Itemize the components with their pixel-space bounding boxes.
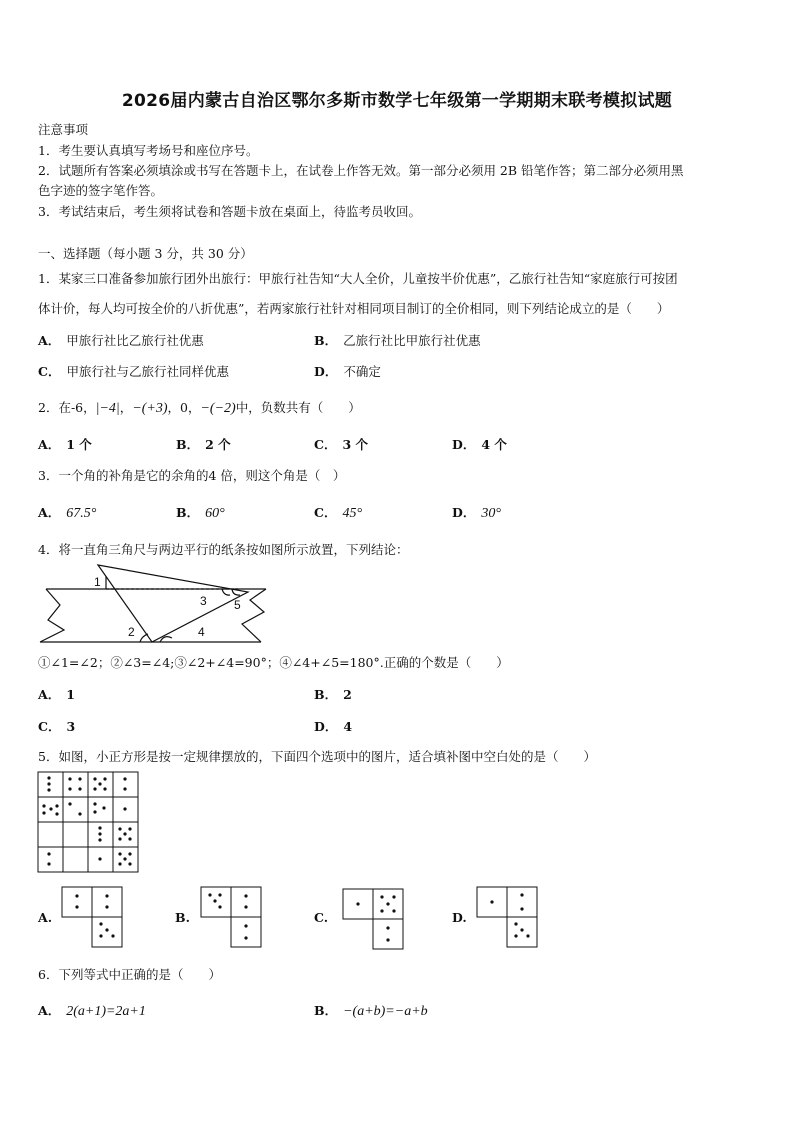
q6-stem: 6．下列等式中正确的是（ ） [38,967,221,982]
q4-conclusions: ①∠1=∠2；②∠3=∠4;③∠2+∠4=90°；④∠4+∠5=180°.正确的个数是（ ） [38,655,509,670]
q4-option-a: A． 1 [38,687,75,702]
q4-option-b: B． 2 [314,687,352,702]
q2-option-c: C． 3 个 [314,437,369,452]
q5-option-d-letter: D. [452,910,467,925]
q4-option-d: D． 4 [314,719,353,734]
q3-option-c: C． 45° [314,505,363,521]
q5-stem: 5．如图，小正方形是按一定规律摆放的，下面四个选项中的图片，适合填补图中空白处的是（ ） [38,749,596,764]
q5-option-b-figure [200,886,262,948]
angle-label-2: 2 [128,625,135,639]
q4-figure [36,562,276,652]
q2-option-b: B． 2 个 [176,437,231,452]
triangle-ruler [98,565,248,642]
q6-option-b: B． −(a+b)=−a+b [314,1003,428,1019]
q1-option-a: A． 甲旅行社比乙旅行社优惠 [38,333,204,348]
page-title: 2026届内蒙古自治区鄂尔多斯市数学七年级第一学期期末联考模拟试题 [121,91,673,111]
angle-label-1: 1 [94,575,101,589]
notice-heading: 注意事项 [38,122,89,137]
q1-option-b: B． 乙旅行社比甲旅行社优惠 [314,333,481,348]
q2-option-a: A． 1 个 [38,437,92,452]
angle-label-3: 3 [200,594,207,608]
q6-option-a: A． 2(a+1)=2a+1 [38,1003,146,1019]
q5-option-d-figure [476,886,538,948]
strip-left-end [40,589,64,642]
q4-option-c: C． 3 [38,719,76,734]
notice-item-1: 1．考生要认真填写考场号和座位序号。 [38,143,259,158]
q3-stem: 3．一个角的补角是它的余角的4 倍，则这个角是（ ） [38,468,346,483]
q5-option-c-figure [342,888,404,950]
q2-option-d: D． 4 个 [452,437,507,452]
q1-stem-line1: 1．某家三口准备参加旅行团外出旅行：甲旅行社告知“大人全价，儿童按半价优惠”，乙旅行社告知“家庭旅行可按团 [38,271,678,286]
q3-option-d: D． 30° [452,505,501,521]
q5-option-a-letter: A. [38,910,53,925]
q3-option-b: B． 60° [176,505,225,521]
q5-option-a-figure [61,886,123,948]
q3-option-a: A． 67.5° [38,505,97,521]
strip-right-end [242,589,266,642]
q5-grid-figure [37,771,139,873]
q1-stem-line2: 体计价，每人均可按全价的八折优惠”，若两家旅行社针对相同项目制订的全价相同，则下列结论成立的是（ ） [38,301,670,316]
angle-label-5: 5 [234,598,241,612]
q2-stem: 2．在-6，|−4|，−(+3)，0，−(−2)中，负数共有（ ） [38,400,361,416]
notice-item-3: 3．考试结束后，考生须将试卷和答题卡放在桌面上，待监考员收回。 [38,204,421,219]
q1-option-c: C． 甲旅行社与乙旅行社同样优惠 [38,364,229,379]
notice-item-2: 2．试题所有答案必须填涂或书写在答题卡上，在试卷上作答无效。第一部分必须用 2B 铅笔作答；第二部分必须用黑 [38,163,684,178]
q4-stem: 4．将一直角三角尺与两边平行的纸条按如图所示放置，下列结论： [38,542,409,557]
section-heading: 一、选择题（每小题 3 分，共 30 分） [38,246,253,261]
q1-option-d: D． 不确定 [314,364,381,379]
angle-label-4: 4 [198,625,205,639]
notice-item-2-cont: 色字迹的签字笔作答。 [38,183,164,198]
q5-option-c-letter: C. [314,910,329,925]
q5-option-b-letter: B. [175,910,190,925]
